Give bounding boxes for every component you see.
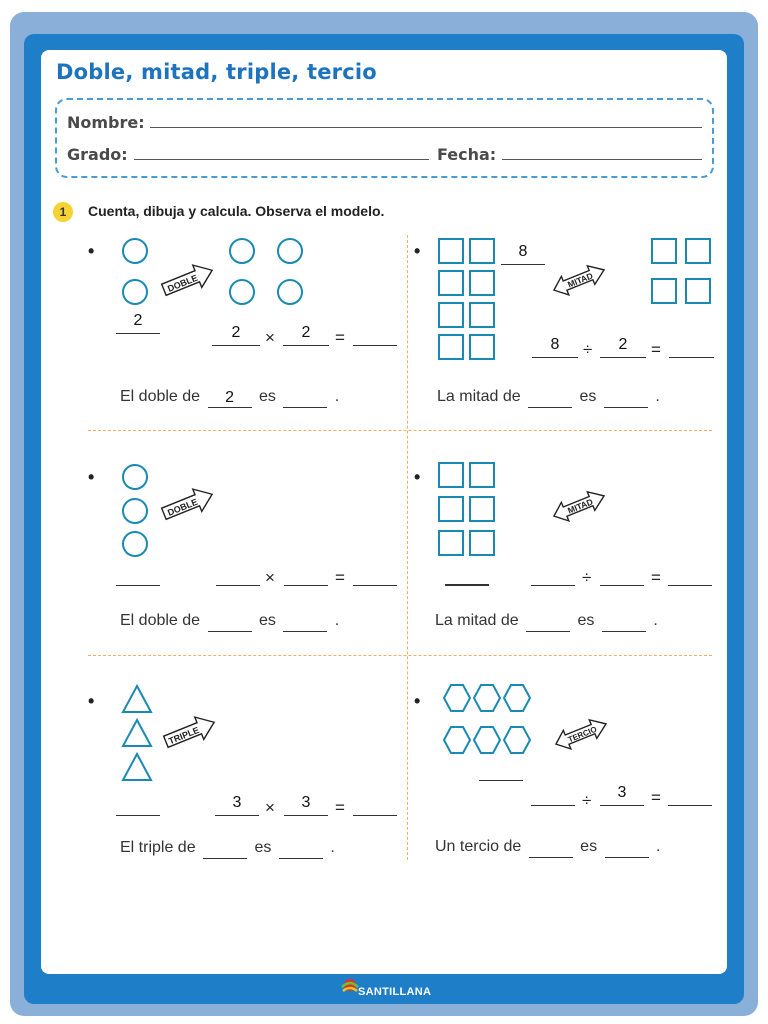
sentence-mid: es xyxy=(577,612,595,629)
exercise-instruction: Cuenta, dibuja y calcula. Observa el modelo. xyxy=(88,203,385,219)
sentence-end: . xyxy=(655,388,660,405)
name-field[interactable] xyxy=(150,127,702,128)
triangle-shapes-group xyxy=(120,684,154,784)
sentence-prefix: El triple de xyxy=(120,839,196,856)
answer-sentence xyxy=(435,610,658,632)
publisher-logo-icon xyxy=(340,977,360,1001)
operand2-blank[interactable]: 3 xyxy=(284,794,328,816)
triangle-shape xyxy=(123,754,151,780)
doble-arrow-icon xyxy=(158,262,218,298)
square-shape xyxy=(438,238,464,264)
answer-sentence xyxy=(435,836,660,858)
doble-arrow-icon xyxy=(158,486,218,522)
square-shape xyxy=(469,334,495,360)
sentence-value-blank[interactable] xyxy=(208,614,252,632)
square-shape xyxy=(438,462,464,488)
answer-sentence xyxy=(120,610,339,632)
equals-sign: = xyxy=(651,568,661,587)
mitad-arrow-icon xyxy=(548,488,610,524)
hexagon-shape xyxy=(474,685,500,711)
count-answer-blank[interactable] xyxy=(116,794,160,816)
square-shape xyxy=(651,238,677,264)
date-label: Fecha: xyxy=(437,145,497,164)
sentence-mid: es xyxy=(254,839,272,856)
bullet: • xyxy=(88,691,95,711)
sentence-value-blank[interactable] xyxy=(529,840,573,858)
count-answer-blank[interactable]: 8 xyxy=(501,243,545,265)
sentence-value-blank[interactable] xyxy=(528,390,572,408)
operand1-blank[interactable] xyxy=(531,564,575,586)
grade-label: Grado: xyxy=(67,145,128,164)
equals-sign: = xyxy=(651,788,661,807)
operand1-blank[interactable]: 8 xyxy=(532,336,578,358)
hexagon-shape xyxy=(444,685,470,711)
equals-sign: = xyxy=(335,568,345,587)
square-shape xyxy=(469,530,495,556)
square-shape xyxy=(469,302,495,328)
result-blank[interactable] xyxy=(353,794,397,816)
count-answer-blank[interactable]: 2 xyxy=(116,312,160,334)
operand1-blank[interactable] xyxy=(531,784,575,806)
sentence-end: . xyxy=(653,612,658,629)
sentence-mid: es xyxy=(258,612,276,629)
count-answer-blank[interactable] xyxy=(479,759,523,781)
sentence-end: . xyxy=(330,839,335,856)
sentence-end: . xyxy=(655,838,661,855)
hexagon-shapes-group xyxy=(436,682,534,758)
hexagon-shape xyxy=(504,727,530,753)
svg-text:DOBLE: DOBLE xyxy=(166,272,200,294)
result-blank[interactable] xyxy=(668,564,712,586)
sentence-answer-blank[interactable] xyxy=(602,614,646,632)
sentence-answer-blank[interactable] xyxy=(279,841,323,859)
count-answer-blank[interactable] xyxy=(445,564,489,586)
student-info-box xyxy=(55,98,714,178)
svg-text:DOBLE: DOBLE xyxy=(166,496,200,518)
operand1-blank[interactable]: 3 xyxy=(215,794,259,816)
sentence-prefix: El doble de xyxy=(120,388,201,405)
svg-text:TRIPLE: TRIPLE xyxy=(167,724,201,747)
hexagon-shape xyxy=(444,727,470,753)
circle-shape xyxy=(229,279,255,305)
sentence-mid: es xyxy=(579,388,597,405)
circle-shape xyxy=(277,279,303,305)
circle-shape xyxy=(122,238,148,264)
triangle-shape xyxy=(123,720,151,746)
sentence-answer-blank[interactable] xyxy=(605,840,649,858)
square-shape xyxy=(469,462,495,488)
sentence-value-blank[interactable] xyxy=(203,841,247,859)
hexagon-shape xyxy=(504,685,530,711)
row-divider xyxy=(88,430,712,431)
operand2-blank[interactable]: 3 xyxy=(600,784,644,806)
operand2-blank[interactable] xyxy=(284,564,328,586)
result-blank[interactable] xyxy=(669,336,714,358)
square-shape xyxy=(438,334,464,360)
hexagon-shape xyxy=(474,727,500,753)
answer-sentence xyxy=(120,837,335,859)
operand1-blank[interactable] xyxy=(216,564,260,586)
circle-shape xyxy=(122,464,148,490)
svg-text:MITAD: MITAD xyxy=(566,270,595,290)
row-divider xyxy=(88,655,712,656)
operand2-blank[interactable] xyxy=(600,564,644,586)
column-divider xyxy=(407,235,408,860)
bullet: • xyxy=(88,467,95,487)
sentence-prefix: La mitad de xyxy=(435,612,519,629)
circle-shape xyxy=(122,279,148,305)
sentence-answer-blank[interactable] xyxy=(283,390,327,408)
answer-sentence xyxy=(120,386,339,408)
circle-shape xyxy=(277,238,303,264)
operand2-blank[interactable]: 2 xyxy=(600,336,646,358)
equals-sign: = xyxy=(651,340,661,359)
square-shape xyxy=(651,278,677,304)
square-shape xyxy=(438,496,464,522)
operand1-blank[interactable]: 2 xyxy=(212,324,260,346)
bullet: • xyxy=(88,241,95,261)
bullet: • xyxy=(414,691,421,711)
square-shape xyxy=(438,302,464,328)
answer-sentence xyxy=(437,386,660,408)
equals-sign: = xyxy=(335,328,345,347)
tercio-arrow-icon xyxy=(550,716,612,752)
date-field[interactable] xyxy=(502,159,702,160)
square-shape xyxy=(438,530,464,556)
square-shape xyxy=(438,270,464,296)
result-blank[interactable] xyxy=(668,784,712,806)
sentence-answer-blank[interactable] xyxy=(283,614,327,632)
result-blank[interactable] xyxy=(353,564,397,586)
exercise-number-badge: 1 xyxy=(53,202,73,222)
sentence-value-blank[interactable]: 2 xyxy=(208,390,252,408)
divide-sign: ÷ xyxy=(582,568,592,587)
divide-sign: ÷ xyxy=(582,791,592,810)
sentence-prefix: Un tercio de xyxy=(435,838,522,855)
mitad-arrow-icon xyxy=(548,262,610,298)
multiply-sign: × xyxy=(265,568,275,587)
worksheet-title: Doble, mitad, triple, tercio xyxy=(56,60,377,84)
sentence-value-blank[interactable] xyxy=(526,614,570,632)
square-shape xyxy=(469,270,495,296)
sentence-prefix: La mitad de xyxy=(437,388,521,405)
triangle-shape xyxy=(123,686,151,712)
count-answer-blank[interactable] xyxy=(116,564,160,586)
result-blank[interactable] xyxy=(353,324,397,346)
sentence-end: . xyxy=(334,612,340,629)
square-shape xyxy=(685,238,711,264)
sentence-answer-blank[interactable] xyxy=(604,390,648,408)
equals-sign: = xyxy=(335,798,345,817)
square-shape xyxy=(469,496,495,522)
divide-sign: ÷ xyxy=(583,340,593,359)
svg-text:MITAD: MITAD xyxy=(566,496,595,516)
operand2-blank[interactable]: 2 xyxy=(283,324,329,346)
circle-shape xyxy=(229,238,255,264)
multiply-sign: × xyxy=(265,798,275,817)
circle-shape xyxy=(122,531,148,557)
bullet: • xyxy=(414,241,421,261)
circle-shape xyxy=(122,498,148,524)
name-label: Nombre: xyxy=(67,113,145,132)
bullet: • xyxy=(414,467,421,487)
square-shape xyxy=(469,238,495,264)
sentence-prefix: El doble de xyxy=(120,612,201,629)
sentence-end: . xyxy=(334,388,340,405)
sentence-mid: es xyxy=(580,838,598,855)
grade-field[interactable] xyxy=(134,159,429,160)
svg-text:TERCIO: TERCIO xyxy=(566,724,599,745)
publisher-name: SANTILLANA xyxy=(358,986,432,998)
sentence-mid: es xyxy=(258,388,276,405)
triple-arrow-icon xyxy=(160,714,220,750)
multiply-sign: × xyxy=(265,328,275,347)
square-shape xyxy=(685,278,711,304)
